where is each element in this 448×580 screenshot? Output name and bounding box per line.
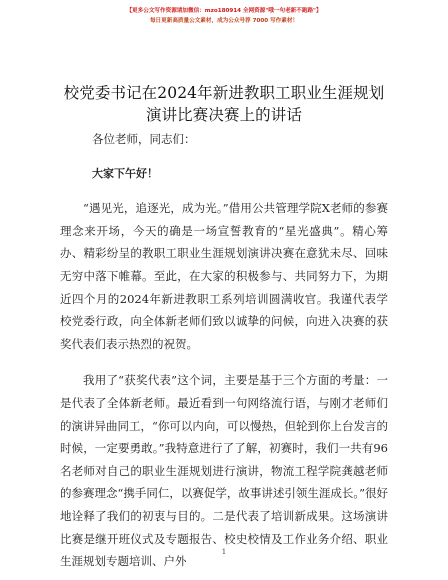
salutation: 各位老师，同志们： bbox=[92, 132, 196, 146]
title-line-1: 校党委书记在2024年新进教职工职业生涯规划 bbox=[63, 84, 385, 102]
banner-line-2: 每日更新高质量公文素材，成为公众号荐 7000 写作素材！ bbox=[149, 18, 299, 24]
page-number: 1 bbox=[221, 548, 227, 556]
paragraph-1: “遇见光，追逐光，成为光。”借用公共管理学院X老师的参赛理念来开场，今天的确是一场宣誓教育的“星光盛典”。精心筹办、精彩纷呈的教职工职业生涯规划演讲决赛在意犹未尽、回味无穷中落下帷幕。至此，在大家的积极参与、共同努力下，为期近四个月的2024年新进教职工系列培训圆满收官。我谨代表学校党委行政，向全体新老师们致以诚挚的问候，向进入决赛的获奖代表们表示热烈的祝贺。 bbox=[60, 201, 388, 351]
document-body bbox=[60, 128, 388, 573]
document-title bbox=[30, 82, 418, 126]
title-line-2: 演讲比赛决赛上的讲话 bbox=[145, 106, 302, 124]
paragraph-2: 我用了“获奖代表”这个词，主要是基于三个方面的考量：一是代表了全体新老师。最近看到一句网络流行语，与刚才老师们的演讲异曲同工，“你可以内向，可以慢热，但轮到你上台发言的时候，一定要勇敢。”我特意进行了了解，初赛时，我们一共有96名老师对自己的职业生涯规划进行演讲，物流工程学院龚越老师的参赛理念“携手同仁，以赛促学，故事讲述引领生涯成长。”很好地诠释了我们的初衷与目的。二是代表了培训新成果。这场演讲比赛是继开班仪式及专题报告、校史校情及工作业务介绍、职业生涯规划专题培训、户外 bbox=[60, 373, 389, 569]
greeting: 大家下午好！ bbox=[92, 166, 158, 180]
banner-line-1: 【更多公文写作资源请加微信：mzo180914 全网资源"哦一句老新不跑路"】 bbox=[126, 8, 322, 14]
header-banner bbox=[0, 6, 448, 26]
